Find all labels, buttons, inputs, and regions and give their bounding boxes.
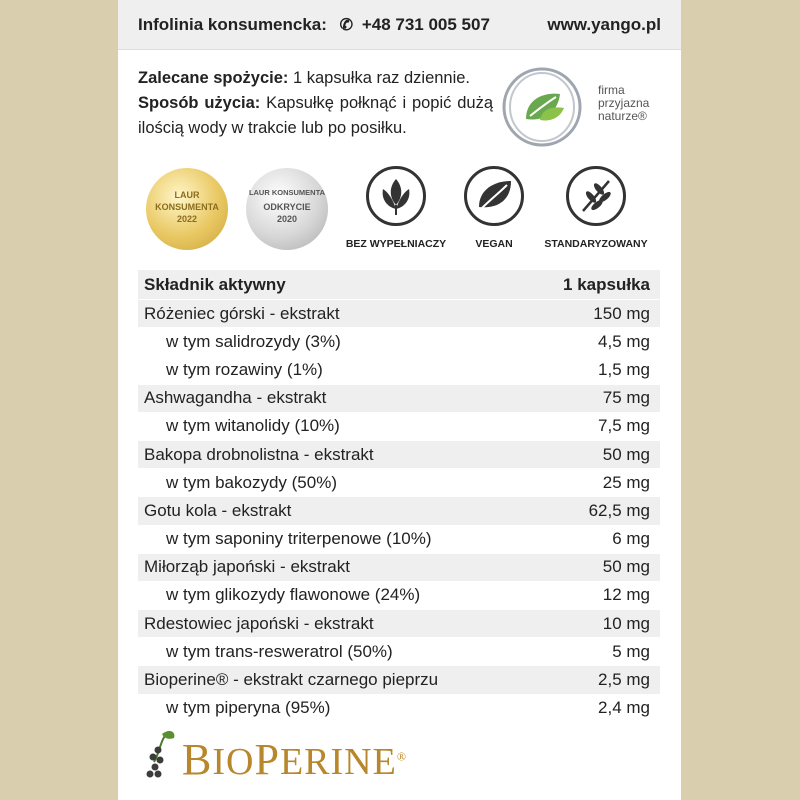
usage-instructions bbox=[138, 66, 493, 141]
badges-row bbox=[138, 160, 668, 260]
ingredient-amount: 150 mg bbox=[534, 300, 660, 328]
dose-label: Zalecane spożycie: bbox=[138, 69, 289, 87]
ingredient-row bbox=[138, 384, 660, 412]
ingredient-name: w tym trans-resweratrol (50%) bbox=[138, 638, 534, 666]
laur-konsumenta-2020-medal bbox=[246, 168, 328, 250]
phone-number[interactable]: +48 731 005 507 bbox=[361, 15, 490, 34]
feature-label-standardized: STANDARYZOWANY bbox=[544, 238, 648, 250]
ingredient-name: Rdestowiec japoński - ekstrakt bbox=[138, 610, 534, 638]
medal-silver-line-2: ODKRYCIE bbox=[263, 202, 311, 212]
eco-line-2: przyjazna bbox=[598, 96, 650, 110]
bioperine-logo bbox=[138, 726, 538, 786]
product-label-panel bbox=[118, 0, 681, 800]
ingredient-amount: 75 mg bbox=[534, 384, 660, 412]
feature-label-no-fillers: BEZ WYPEŁNIACZY bbox=[345, 238, 447, 250]
ingredient-row bbox=[138, 440, 660, 468]
ingredient-amount: 4,5 mg bbox=[534, 328, 660, 356]
ingredient-name: Bakopa drobnolistna - ekstrakt bbox=[138, 440, 534, 468]
eco-line-1: firma bbox=[598, 83, 625, 97]
ingredient-amount: 2,5 mg bbox=[534, 666, 660, 694]
ingredient-row bbox=[138, 469, 660, 497]
hotline-info bbox=[138, 15, 490, 35]
method-text: Kapsułkę połknąć i popić dużą ilością wody w trakcie lub po posiłku. bbox=[138, 94, 493, 137]
ingredient-amount: 6 mg bbox=[534, 525, 660, 553]
ingredient-name: w tym glikozydy flawonowe (24%) bbox=[138, 581, 534, 609]
medal-silver-line-3: 2020 bbox=[276, 214, 298, 224]
method-label: Sposób użycia: bbox=[138, 94, 261, 112]
ingredient-name: w tym bakozydy (50%) bbox=[138, 469, 534, 497]
ingredient-amount: 50 mg bbox=[534, 553, 660, 581]
eco-line-3: naturze® bbox=[598, 109, 647, 123]
ingredient-row bbox=[138, 666, 660, 694]
ingredient-name: Ashwagandha - ekstrakt bbox=[138, 384, 534, 412]
ingredient-name: Bioperine® - ekstrakt czarnego pieprzu bbox=[138, 666, 534, 694]
medal-gold-line-2: KONSUMENTA bbox=[155, 202, 219, 212]
bioperine-wordmark: BIOPERINE® bbox=[182, 735, 407, 784]
medal-gold-line-3: 2022 bbox=[176, 214, 198, 224]
medal-silver-line-1: LAUR KONSUMENTA bbox=[248, 188, 326, 197]
ingredient-row bbox=[138, 497, 660, 525]
ingredient-amount: 7,5 mg bbox=[534, 412, 660, 440]
herb-branch-icon bbox=[566, 166, 626, 226]
ingredient-name: Miłorząb japoński - ekstrakt bbox=[138, 553, 534, 581]
header-amount: 1 kapsułka bbox=[534, 270, 660, 300]
ingredient-amount: 1,5 mg bbox=[534, 356, 660, 384]
eco-badge bbox=[496, 64, 666, 150]
ingredient-amount: 2,4 mg bbox=[534, 694, 660, 722]
medal-gold-line-1: LAUR bbox=[174, 190, 200, 200]
dose-text: 1 kapsułka raz dziennie. bbox=[293, 69, 471, 87]
ingredient-amount: 62,5 mg bbox=[534, 497, 660, 525]
ingredient-row bbox=[138, 356, 660, 384]
ingredient-row bbox=[138, 553, 660, 581]
ingredient-row bbox=[138, 412, 660, 440]
leaf-icon bbox=[464, 166, 524, 226]
ingredient-amount: 25 mg bbox=[534, 469, 660, 497]
hotline-label: Infolinia konsumencka: bbox=[138, 15, 327, 34]
ingredient-amount: 50 mg bbox=[534, 440, 660, 468]
ingredient-name: Gotu kola - ekstrakt bbox=[138, 497, 534, 525]
ingredient-row bbox=[138, 610, 660, 638]
phone-icon: ✆ bbox=[339, 17, 354, 34]
ingredient-name: w tym piperyna (95%) bbox=[138, 694, 534, 722]
ingredient-row bbox=[138, 694, 660, 722]
website-link[interactable]: www.yango.pl bbox=[547, 15, 661, 34]
eco-text bbox=[598, 84, 649, 123]
ingredient-name: Różeniec górski - ekstrakt bbox=[138, 300, 534, 328]
pepper-vine-icon bbox=[138, 726, 178, 786]
ingredient-name: w tym salidrozydy (3%) bbox=[138, 328, 534, 356]
ingredient-name: w tym saponiny triterpenowe (10%) bbox=[138, 525, 534, 553]
ingredient-row bbox=[138, 300, 660, 328]
ingredients-table bbox=[138, 270, 660, 723]
header-ingredient: Składnik aktywny bbox=[138, 270, 534, 300]
ingredient-row bbox=[138, 328, 660, 356]
ingredient-row bbox=[138, 525, 660, 553]
leaves-icon bbox=[366, 166, 426, 226]
ingredient-amount: 5 mg bbox=[534, 638, 660, 666]
ingredient-name: w tym rozawiny (1%) bbox=[138, 356, 534, 384]
hotline-bar bbox=[118, 0, 681, 50]
laur-konsumenta-2022-medal bbox=[146, 168, 228, 250]
eco-swirl-icon bbox=[496, 64, 596, 150]
ingredient-amount: 10 mg bbox=[534, 610, 660, 638]
feature-label-vegan: VEGAN bbox=[475, 238, 513, 250]
ingredient-row bbox=[138, 581, 660, 609]
ingredients-header-row bbox=[138, 270, 660, 300]
ingredient-name: w tym witanolidy (10%) bbox=[138, 412, 534, 440]
ingredient-amount: 12 mg bbox=[534, 581, 660, 609]
ingredient-row bbox=[138, 638, 660, 666]
